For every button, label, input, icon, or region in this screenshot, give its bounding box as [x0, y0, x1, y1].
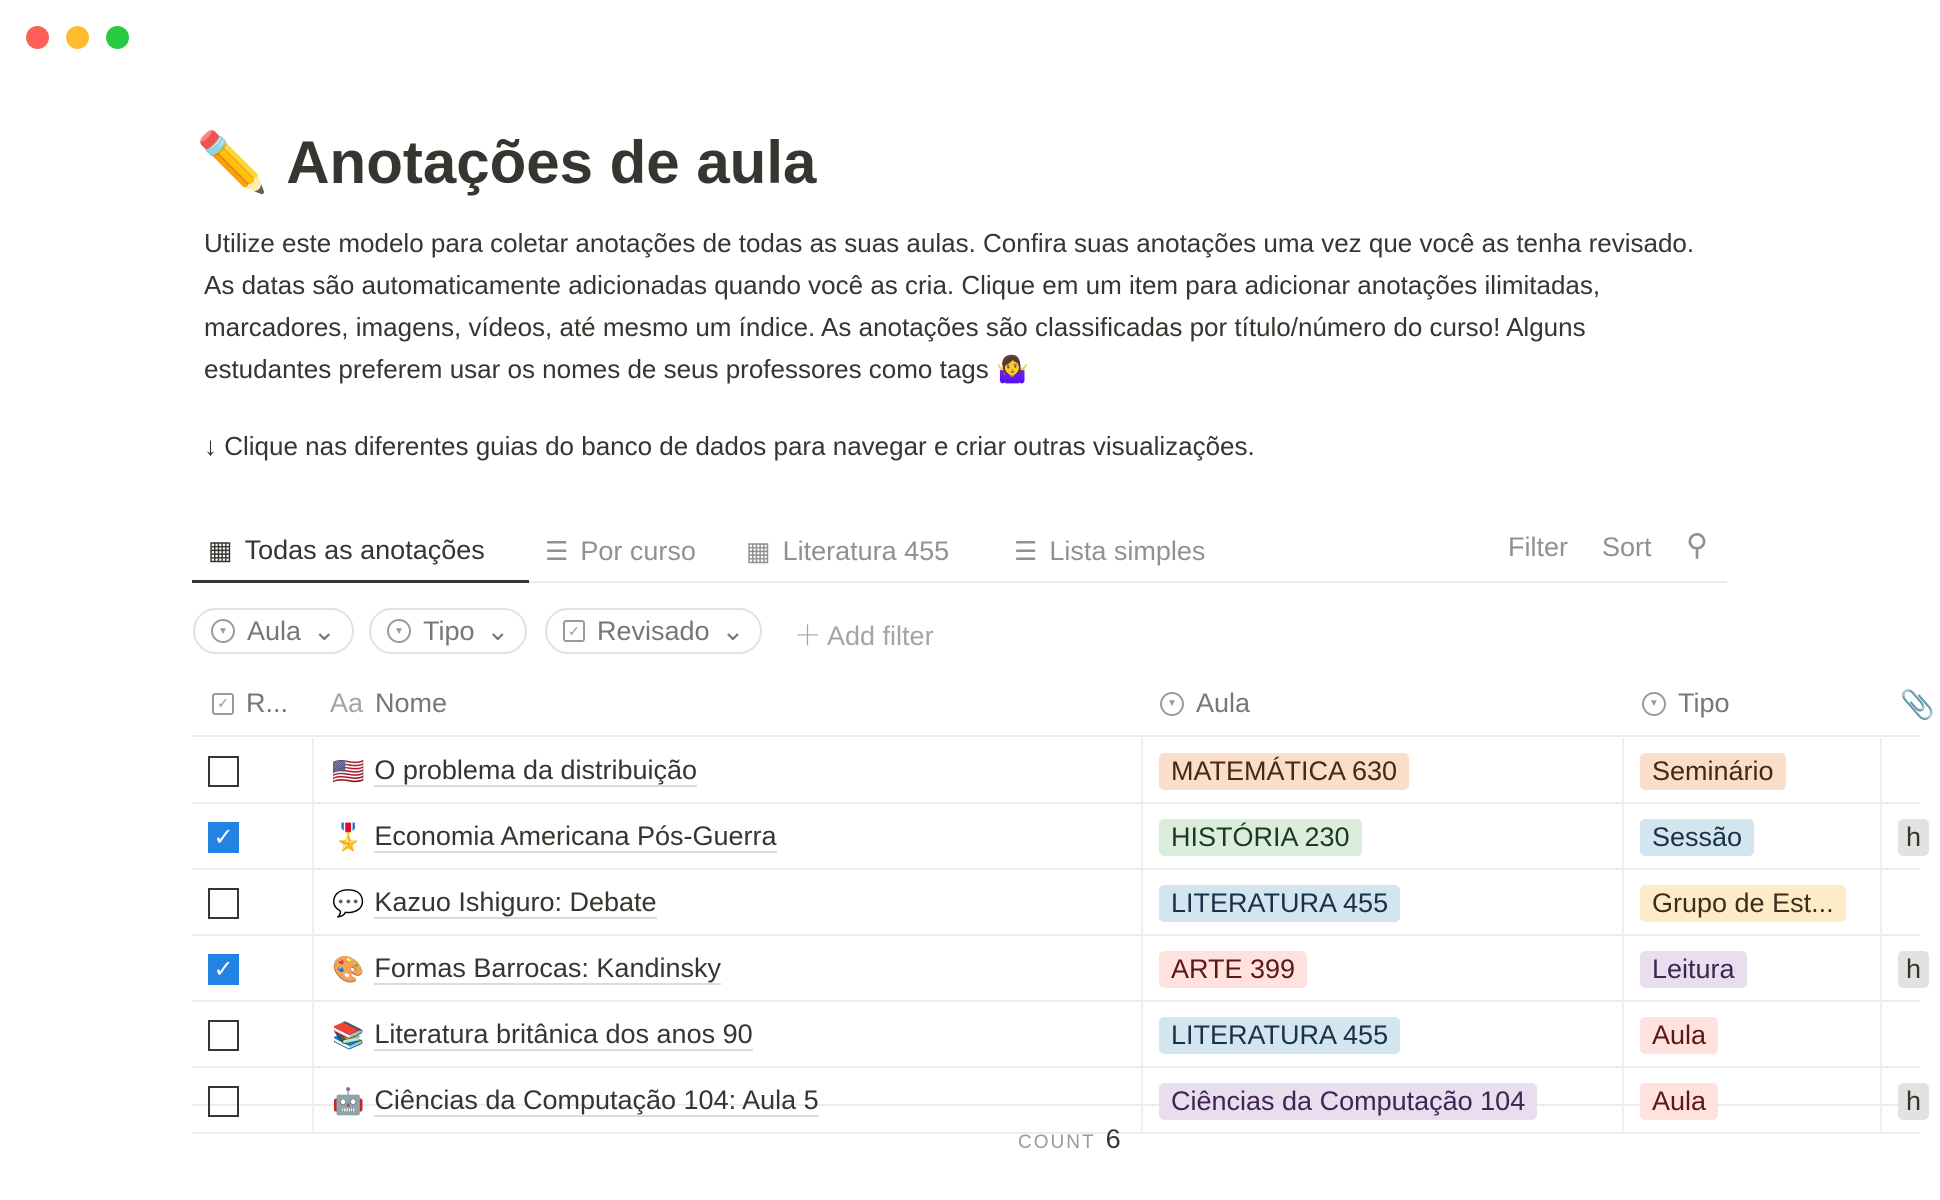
- filter-label: Revisado: [597, 615, 710, 646]
- nome-cell[interactable]: [312, 804, 1141, 870]
- row-title[interactable]: Formas Barrocas: Kandinsky: [374, 953, 721, 983]
- count-label: COUNT: [1018, 1132, 1096, 1153]
- revisado-cell: [192, 870, 312, 936]
- count-footer: [1018, 1124, 1121, 1155]
- nome-cell[interactable]: [312, 870, 1141, 936]
- table-icon: ▦: [208, 534, 233, 565]
- page-hint: ↓ Clique nas diferentes guias do banco de dados para navegar e criar outras visualizações.: [204, 431, 1255, 461]
- row-title[interactable]: Ciências da Computação 104: Aula 5: [374, 1085, 819, 1115]
- list-icon: ☰: [545, 536, 569, 566]
- nome-cell[interactable]: [312, 738, 1141, 804]
- close-window-button[interactable]: [26, 26, 49, 49]
- page-emoji-icon: 🤖: [332, 1085, 365, 1116]
- tab-label: Lista simples: [1049, 536, 1206, 566]
- list-icon: ☰: [1014, 536, 1038, 566]
- table-row[interactable]: [192, 936, 1920, 1002]
- tipo-tag: Seminário: [1640, 753, 1786, 790]
- revisado-cell: [192, 738, 312, 804]
- tipo-tag: Aula: [1640, 1017, 1718, 1054]
- plus-icon: ＋: [794, 621, 828, 651]
- table-header: [192, 670, 1935, 737]
- pencil-icon[interactable]: ✏️: [196, 129, 269, 195]
- nome-cell[interactable]: [312, 936, 1141, 1002]
- column-revisado[interactable]: [212, 688, 288, 719]
- select-icon: ▼: [211, 619, 235, 643]
- filter-aula[interactable]: [193, 608, 354, 654]
- page-description: Utilize este modelo para coletar anotações de todas as suas aulas. Confira suas anotações uma vez que você as tenha revisado. As datas são automaticamente adicionadas quando você as cria. Clique em um item para adicionar anotações ilimitadas, marcadores, imagens, vídeos, até mesmo um índice. As anotações são classificadas por título/número do curso! Alguns estudantes preferem usar os nomes de seus professores como tags 🤷‍♀️: [204, 228, 1695, 384]
- tab-lista-simples[interactable]: [998, 520, 1221, 583]
- chevron-down-icon: ⌄: [313, 615, 336, 646]
- attachment-tag: h: [1898, 1083, 1929, 1120]
- chevron-down-icon: ⌄: [486, 615, 510, 646]
- filter-button[interactable]: Filter: [1508, 532, 1568, 562]
- page-emoji-icon: 💬: [332, 887, 365, 918]
- tab-label: Por curso: [580, 536, 696, 566]
- sort-button[interactable]: Sort: [1602, 532, 1652, 562]
- attachment-cell[interactable]: [1880, 804, 1940, 870]
- select-icon: ▼: [1160, 692, 1184, 716]
- search-icon[interactable]: ⚲: [1686, 529, 1708, 562]
- attachment-cell[interactable]: [1880, 1068, 1940, 1134]
- column-label: R...: [246, 688, 289, 718]
- tipo-tag: Leitura: [1640, 951, 1747, 988]
- revisado-cell: [192, 936, 312, 1002]
- checkbox-icon: ✓: [212, 693, 234, 715]
- column-tipo[interactable]: [1642, 688, 1730, 719]
- aula-cell[interactable]: [1141, 738, 1622, 804]
- table-row[interactable]: [192, 1002, 1920, 1068]
- tipo-cell[interactable]: [1622, 1068, 1880, 1134]
- column-label: Tipo: [1678, 688, 1730, 718]
- aula-cell[interactable]: [1141, 1068, 1622, 1134]
- attachment-tag: h: [1898, 819, 1929, 856]
- revisado-checkbox[interactable]: ✓: [208, 822, 239, 853]
- column-label: Aula: [1196, 688, 1251, 718]
- minimize-window-button[interactable]: [66, 26, 89, 49]
- aula-tag: ARTE 399: [1159, 951, 1307, 988]
- filter-label: Tipo: [423, 615, 475, 646]
- revisado-checkbox[interactable]: [208, 756, 239, 787]
- revisado-checkbox[interactable]: [208, 1020, 239, 1051]
- revisado-cell: [192, 804, 312, 870]
- page-emoji-icon: 🎖️: [332, 821, 365, 852]
- aula-cell[interactable]: [1141, 804, 1622, 870]
- aula-cell[interactable]: [1141, 1002, 1622, 1068]
- attachment-cell[interactable]: [1880, 1002, 1940, 1068]
- paperclip-icon[interactable]: 📎: [1900, 689, 1935, 720]
- nome-cell[interactable]: [312, 1068, 1141, 1134]
- revisado-cell: [192, 1002, 312, 1068]
- revisado-checkbox[interactable]: [208, 888, 239, 919]
- row-title[interactable]: O problema da distribuição: [374, 755, 698, 785]
- revisado-checkbox[interactable]: [208, 1086, 239, 1117]
- attachment-cell[interactable]: [1880, 738, 1940, 804]
- checkbox-icon: ✓: [563, 620, 585, 642]
- tipo-cell[interactable]: [1622, 936, 1880, 1002]
- tipo-tag: Aula: [1640, 1083, 1718, 1120]
- table-row[interactable]: [192, 870, 1920, 936]
- table-row[interactable]: [192, 804, 1920, 870]
- add-filter-button[interactable]: [794, 614, 934, 653]
- column-aula[interactable]: [1160, 688, 1250, 719]
- tipo-cell[interactable]: [1622, 870, 1880, 936]
- maximize-window-button[interactable]: [106, 26, 129, 49]
- table-icon: ▦: [746, 536, 771, 566]
- select-icon: ▼: [1642, 692, 1666, 716]
- filter-tipo[interactable]: [369, 608, 527, 654]
- view-tabs: [192, 520, 1727, 583]
- tipo-tag: Sessão: [1640, 819, 1754, 856]
- page-header: [196, 128, 816, 197]
- aula-cell[interactable]: [1141, 870, 1622, 936]
- revisado-checkbox[interactable]: ✓: [208, 954, 239, 985]
- table-row[interactable]: [192, 738, 1920, 804]
- column-label: Nome: [375, 688, 448, 718]
- tab-por-curso[interactable]: [529, 520, 712, 583]
- attachment-tag: h: [1898, 951, 1929, 988]
- column-nome[interactable]: [330, 688, 447, 719]
- tab-label: Todas as anotações: [244, 534, 485, 565]
- row-title[interactable]: Kazuo Ishiguro: Debate: [374, 887, 657, 917]
- tab-label: Literatura 455: [782, 536, 950, 566]
- page-emoji-icon: 🇺🇸: [332, 755, 365, 786]
- tab-literatura-455[interactable]: [730, 520, 965, 583]
- aula-cell[interactable]: [1141, 936, 1622, 1002]
- filter-revisado[interactable]: [545, 608, 762, 654]
- aula-tag: HISTÓRIA 230: [1159, 819, 1362, 856]
- database-table: [192, 670, 1935, 1116]
- attachment-cell[interactable]: [1880, 936, 1940, 1002]
- text-type-icon: Aa: [330, 688, 364, 718]
- page-emoji-icon: 📚: [332, 1019, 365, 1050]
- row-title[interactable]: Economia Americana Pós-Guerra: [374, 821, 777, 851]
- revisado-cell: [192, 1068, 312, 1134]
- aula-tag: Ciências da Computação 104: [1159, 1083, 1537, 1120]
- tipo-cell[interactable]: [1622, 804, 1880, 870]
- attachment-cell[interactable]: [1880, 870, 1940, 936]
- tab-todas-as-anotacoes[interactable]: [192, 520, 529, 583]
- chevron-down-icon: ⌄: [721, 615, 745, 646]
- select-icon: ▼: [387, 619, 411, 643]
- page-emoji-icon: 🎨: [332, 953, 365, 984]
- tipo-cell[interactable]: [1622, 1002, 1880, 1068]
- add-filter-label: Add filter: [827, 621, 934, 651]
- nome-cell[interactable]: [312, 1002, 1141, 1068]
- filter-label: Aula: [247, 615, 302, 646]
- count-value: 6: [1105, 1124, 1121, 1154]
- aula-tag: MATEMÁTICA 630: [1159, 753, 1409, 790]
- tipo-cell[interactable]: [1622, 738, 1880, 804]
- row-title[interactable]: Literatura britânica dos anos 90: [374, 1019, 753, 1049]
- aula-tag: LITERATURA 455: [1159, 885, 1400, 922]
- tipo-tag: Grupo de Est...: [1640, 885, 1846, 922]
- page-title[interactable]: Anotações de aula: [286, 129, 817, 196]
- aula-tag: LITERATURA 455: [1159, 1017, 1400, 1054]
